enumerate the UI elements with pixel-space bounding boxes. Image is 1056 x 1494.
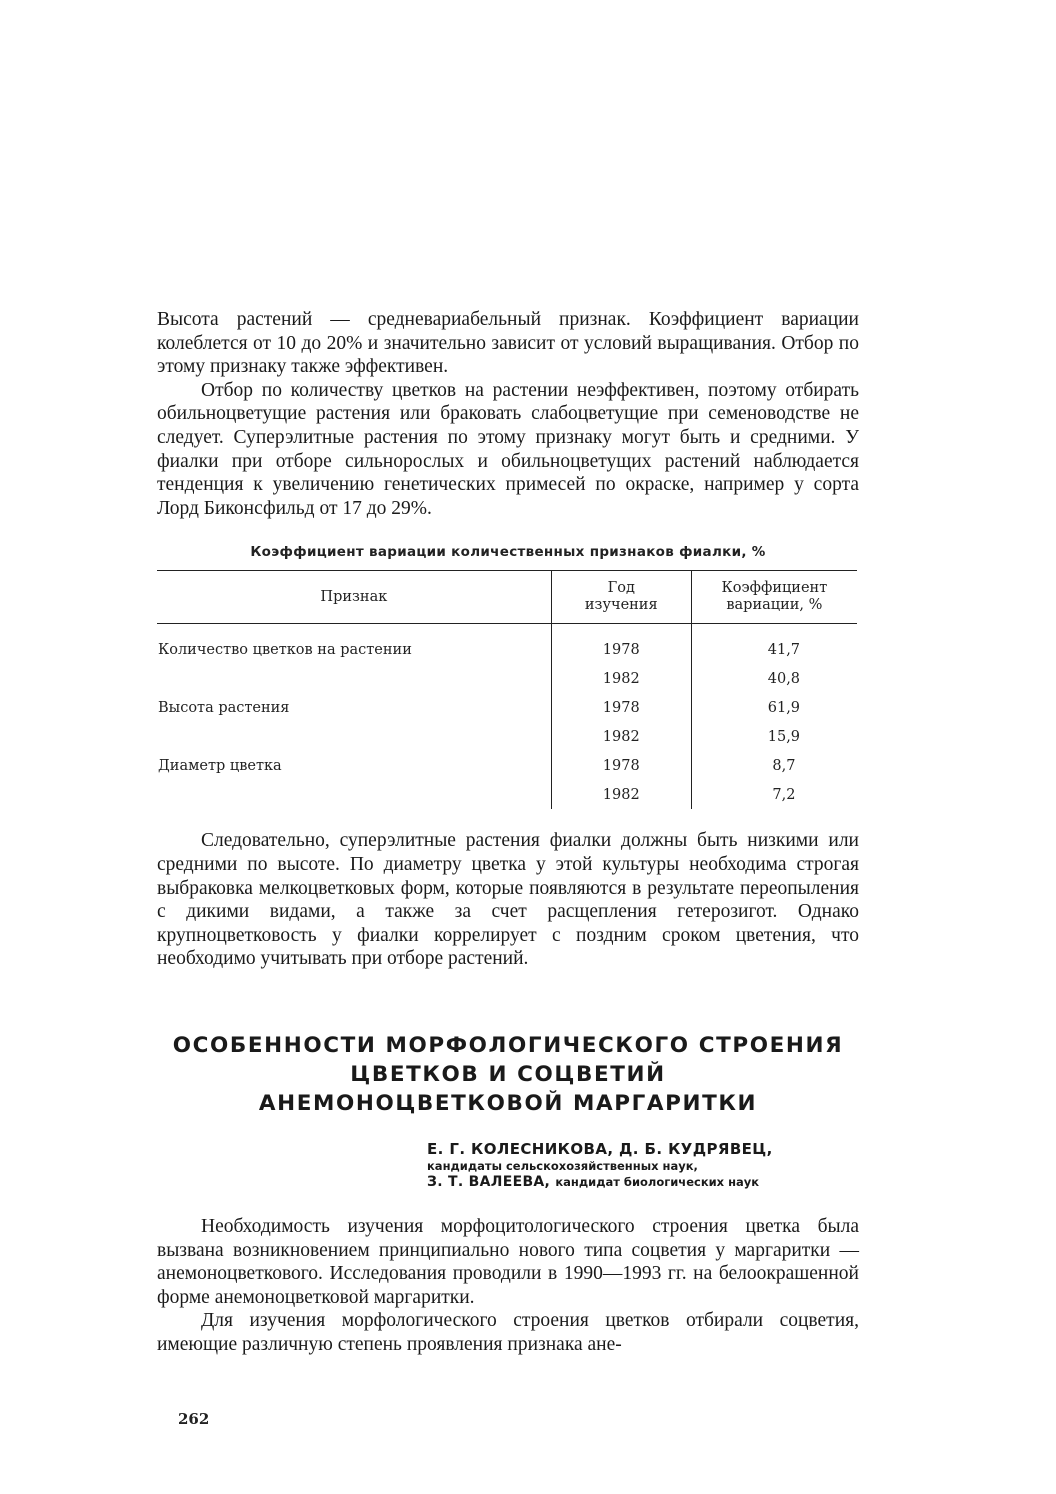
article-title-line2: ЦВЕТКОВ И СОЦВЕТИЙ xyxy=(350,1061,666,1087)
header-year-line2: изучения xyxy=(584,597,658,614)
article-title-line1: ОСОБЕННОСТИ МОРФОЛОГИЧЕСКОГО СТРОЕНИЯ xyxy=(172,1032,844,1058)
author3-line xyxy=(427,1174,859,1191)
table-row xyxy=(157,664,857,693)
cell-trait xyxy=(157,780,551,809)
table-row xyxy=(157,751,857,780)
conclusion-paragraph: Следовательно, суперэлитные растения фиалки должны быть низкими или средними по высоте. По диаметру цветка у этой культуры необходима строгая выбраковка мелкоцветковых форм, которые появляются в результате переопыления с дикими видами, а также за счет расщепления гетерозигот. Однако крупноцветковость у фиалки коррелирует с поздним сроком цветения, что необходимо учитывать при отборе растений. xyxy=(157,830,859,970)
cell-year: 1978 xyxy=(551,693,691,722)
cell-trait xyxy=(157,664,551,693)
cell-year: 1982 xyxy=(551,780,691,809)
cell-trait: Количество цветков на растении xyxy=(158,641,412,658)
cell-trait xyxy=(157,722,551,751)
header-coef-line1: Коэффициент xyxy=(721,580,828,597)
cell-trait: Высота растения xyxy=(158,699,290,716)
table-header-row xyxy=(157,571,857,624)
article-paragraph-2: Для изучения морфологического строения цветков отбирали соцветия, имеющие различную степень проявления признака ане- xyxy=(157,1310,859,1355)
article-title-line3: АНЕМОНОЦВЕТКОВОЙ МАРГАРИТКИ xyxy=(258,1090,758,1116)
intro-paragraph-1: Высота растений — средневариабельный признак. Коэффициент вариации колеблется от 10 до 20% и значительно зависит от условий выращивания. Отбор по этому признаку также эффективен. xyxy=(157,309,859,378)
cell-coef: 7,2 xyxy=(772,786,796,803)
cell-year: 1978 xyxy=(551,624,691,665)
author3-name: З. Т. ВАЛЕЕВА, xyxy=(427,1173,551,1190)
author3-degree: кандидат биологических наук xyxy=(555,1174,760,1189)
table-row xyxy=(157,780,857,809)
cell-year: 1978 xyxy=(551,751,691,780)
header-trait: Признак xyxy=(157,571,551,624)
page-content xyxy=(157,308,859,1356)
cell-coef: 15,9 xyxy=(767,728,801,745)
cell-year: 1982 xyxy=(551,722,691,751)
cell-year: 1982 xyxy=(551,664,691,693)
table-row xyxy=(157,693,857,722)
authors-degree: кандидаты сельскохозяйственных наук, xyxy=(427,1158,698,1173)
authors-block xyxy=(427,1140,859,1191)
table-row xyxy=(157,624,857,665)
header-year xyxy=(551,571,691,624)
page-number: 262 xyxy=(178,1410,210,1428)
header-year-line1: Год xyxy=(607,580,635,597)
header-coef-line2: вариации, % xyxy=(726,597,823,614)
article-paragraph-1: Необходимость изучения морфоцитологического строения цветка была вызвана возникновением принципиально нового типа соцветия у маргаритки — анемоноцветкового. Исследования проводили в 1990—1993 гг. на белоокрашенной форме анемоноцветковой маргаритки. xyxy=(157,1215,859,1308)
cell-coef: 8,7 xyxy=(772,757,796,774)
cell-trait: Диаметр цветка xyxy=(158,757,282,774)
cell-coef: 61,9 xyxy=(767,699,801,716)
table-row xyxy=(157,722,857,751)
header-coef xyxy=(691,571,857,624)
variation-table xyxy=(157,570,857,809)
table-title: Коэффициент вариации количественных признаков фиалки, % xyxy=(250,544,766,561)
intro-paragraph-2: Отбор по количеству цветков на растении неэффективен, поэтому отбирать обильноцветущие растения или браковать слабоцветущие при семеноводстве не следует. Суперэлитные растения по этому признаку могут быть и средними. У фиалки при отборе сильнорослых и обильноцветущих растений наблюдается тенденция к увеличению генетических примесей по окраске, например у сорта Лорд Биконсфильд от 17 до 29%. xyxy=(157,379,859,519)
authors-line: Е. Г. КОЛЕСНИКОВА, Д. Б. КУДРЯВЕЦ, xyxy=(427,1139,773,1158)
cell-coef: 40,8 xyxy=(767,670,801,687)
article-title xyxy=(157,1031,859,1118)
cell-coef: 41,7 xyxy=(767,641,801,658)
